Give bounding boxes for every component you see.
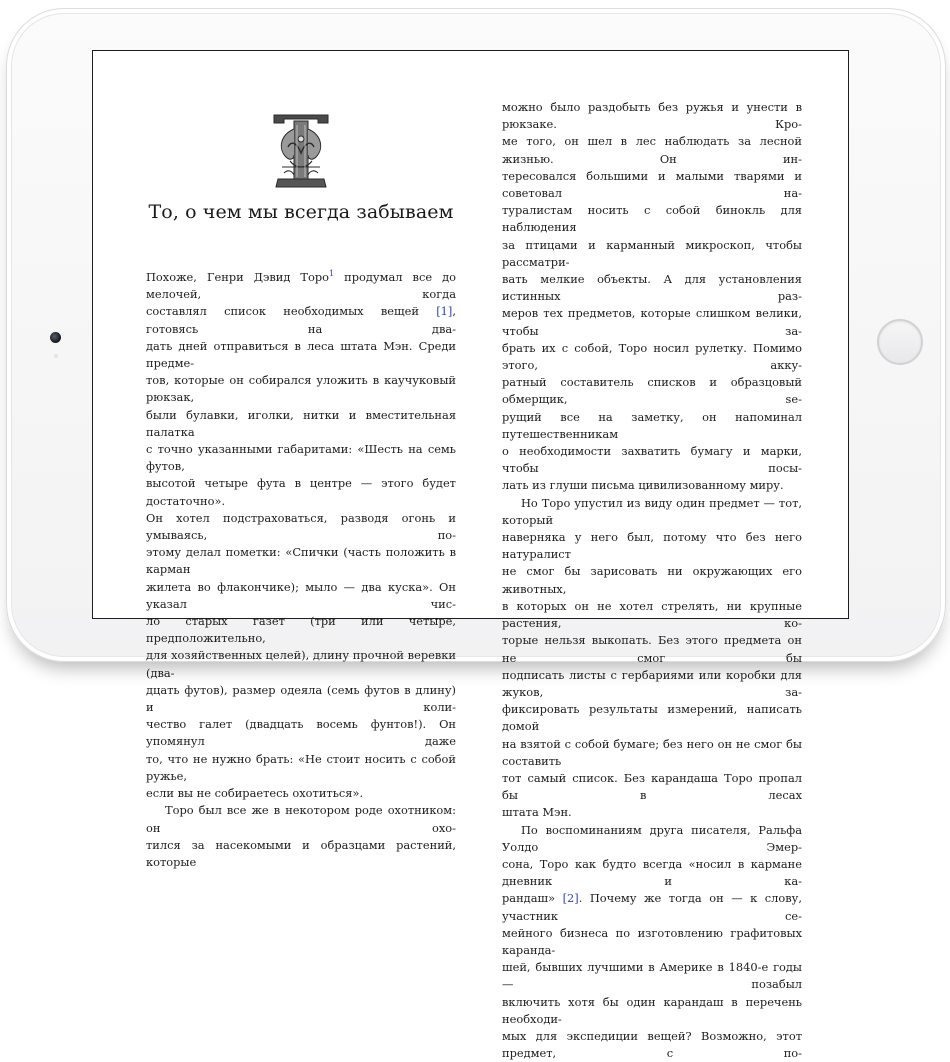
text-line: тересовался большими и малыми тварями и советовал на-	[502, 168, 802, 201]
footnote-link[interactable]: 1	[329, 269, 335, 278]
text-line: штата Мэн.	[502, 805, 572, 820]
text-line: Он хотел подстраховаться, разводя огонь и умываясь, по-	[146, 510, 456, 543]
text-line: на взятой с собой бумаге; без него он не смог бы составить	[502, 736, 802, 768]
text-line: шей, бывших лучшими в Америке в 1840-е годы — позабыл	[502, 960, 802, 992]
text-line: сона, Торо как будто всегда «носил в кармане дневник и ка-	[502, 856, 802, 889]
front-camera	[50, 332, 61, 343]
text-line: о необходимости захватить бумагу и марки, чтобы посы-	[502, 444, 802, 476]
ornament-engraving	[274, 115, 328, 187]
text-line: фиксировать результаты измерений, написать домой	[502, 702, 802, 734]
text-line: брать их с собой, Торо носил рулетку. Помимо этого, акку-	[502, 340, 802, 373]
initial-letter-glyph: Т	[300, 163, 302, 164]
text-line: тился за насекомыми и образцами растений, которые	[146, 837, 456, 869]
text-segment: , готовясь на два-	[146, 304, 456, 336]
text-segment: Похоже, Генри Дэвид Торо	[146, 270, 330, 284]
text-line: наверняка у него был, потому что без него натуралист	[502, 530, 802, 562]
text-line: если вы не собираетесь охотиться».	[146, 786, 364, 801]
text-line: были булавки, иголки, нитки и вместительная палатка	[146, 407, 456, 439]
text-line: то, что не нужно брать: «Не стоит носить с собой ружье,	[146, 751, 456, 783]
text-line	[502, 890, 802, 924]
text-line: чество галет (двадцать восемь фунтов!). Он упомянул даже	[146, 717, 456, 749]
text-line: По воспоминаниям друга писателя, Ральфа Уолдо Эмер-	[502, 822, 802, 854]
right-column	[502, 99, 802, 1062]
text-line: включить хотя бы один карандаш в перечень необходи-	[502, 994, 802, 1026]
text-line: меров тех предметов, которые слишком велики, чтобы за-	[502, 306, 802, 338]
text-line: этому делал пометки: «Спички (часть положить в карман	[146, 545, 456, 577]
text-line: дать дней отправиться в леса штата Мэн. Среди предме-	[146, 338, 456, 371]
book-page-screen	[92, 50, 849, 1061]
text-segment: . Почему же тогда он — к слову, участник се-	[502, 891, 802, 923]
text-line: в которых он не хотел стрелять, ни крупные растения, ко-	[502, 598, 802, 631]
text-line: Но Торо упустил из виду один предмет — тот, который	[502, 495, 802, 527]
text-segment: рандаш»	[502, 891, 563, 906]
text-line: тот самый список. Без карандаша Торо пропал бы в лесах	[502, 770, 802, 803]
text-line: мых для экспедиции вещей? Возможно, этот предмет, с по-	[502, 1028, 802, 1061]
text-line: ме того, он шел в лес наблюдать за лесной жизнью. Он ин-	[502, 134, 802, 166]
text-line: ратный составитель списков и образцовый обмерщик, se-	[502, 375, 802, 407]
ornamental-initial-letter	[270, 109, 332, 195]
left-column	[146, 269, 456, 871]
text-line: вать мелкие объекты. А для установления истинных раз-	[502, 272, 802, 304]
text-line: мейного бизнеса по изготовлению графитовых каранда-	[502, 925, 802, 957]
text-line: с точно указанными габаритами: «Шесть на семь футов,	[146, 442, 456, 474]
reference-link[interactable]: [1]	[436, 304, 453, 319]
text-line: можно было раздобыть без ружья и унести в рюкзаке. Кро-	[502, 100, 802, 132]
text-line: тов, которые он собирался уложить в каучуковый рюкзак,	[146, 373, 456, 405]
text-line: не смог бы зарисовать ни окружающих его животных,	[502, 564, 802, 596]
text-line: ло старых газет (три или четыре, предположительно,	[146, 614, 456, 646]
text-line: подписать листы с гербариями или коробки для жуков, за-	[502, 667, 802, 699]
text-segment: составлял список необходимых вещей	[146, 304, 437, 319]
text-line: за птицами и карманный микроскоп, чтобы рассматри-	[502, 237, 802, 269]
text-line: рущий все на заметку, он напоминал путешественникам	[502, 409, 802, 441]
text-line	[146, 303, 456, 337]
text-line: высотой четыре фута в центре — этого будет достаточно».	[146, 476, 456, 508]
text-line: туралистам носить с собой бинокль для наблюдения	[502, 203, 802, 235]
text-line: дцать футов), размер одеяла (семь футов в длину) и коли-	[146, 682, 456, 715]
text-line: торые нельзя выкопать. Без этого предмета он не смог бы	[502, 633, 802, 665]
text-line: лать из глуши письма цивилизованному миру.	[502, 478, 784, 493]
text-line: жилета во флакончике); мыло — два куска». Он указал чис-	[146, 579, 456, 611]
chapter-title: То, о чем мы всегда забываем	[148, 201, 454, 223]
home-button[interactable]	[877, 319, 923, 365]
text-segment: продумал все до мелочей, когда	[146, 270, 456, 302]
text-line: для хозяйственных целей), длину прочной веревки (два-	[146, 648, 456, 680]
text-line	[146, 269, 456, 303]
reference-link[interactable]: [2]	[562, 891, 579, 906]
light-sensor	[54, 354, 58, 358]
text-line: Торо был все же в некотором роде охотником: он охо-	[146, 803, 456, 835]
